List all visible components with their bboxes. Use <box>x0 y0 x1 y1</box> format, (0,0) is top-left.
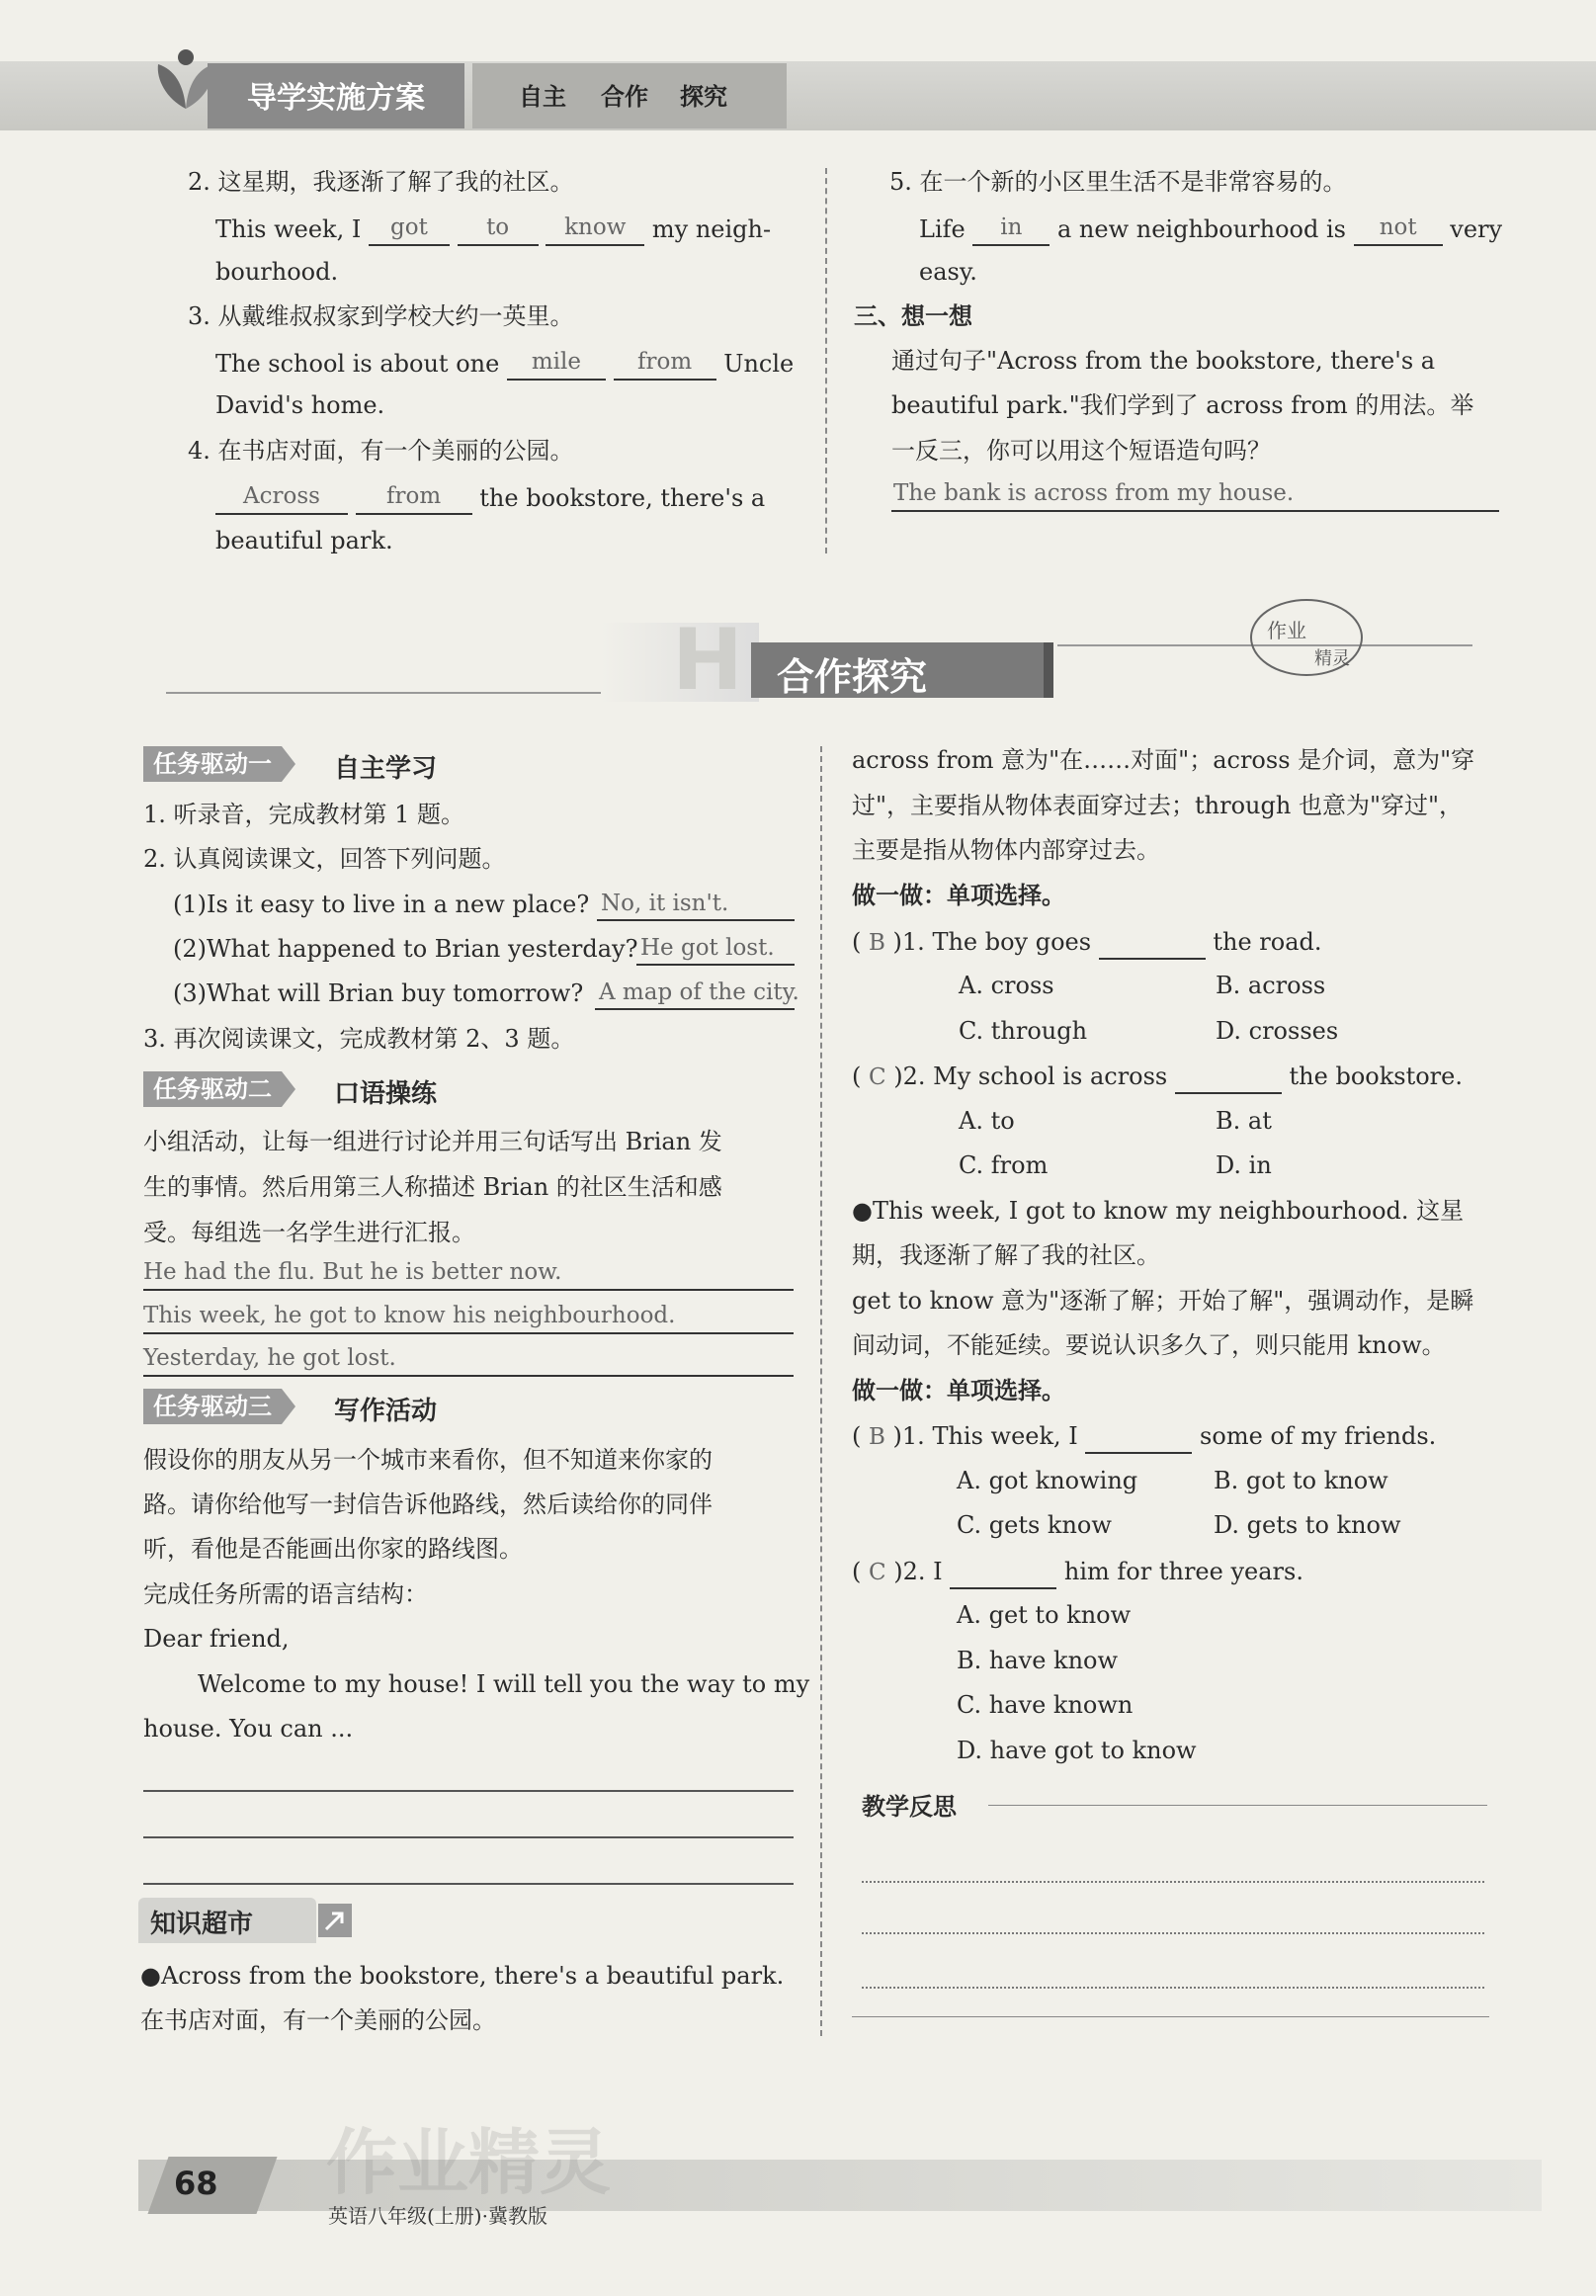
q2-answer-1: got <box>390 214 428 240</box>
header-title: 导学实施方案 <box>247 81 425 116</box>
mc2-option-d: D. in <box>1216 1151 1272 1179</box>
task2-line-1 <box>143 1289 794 1291</box>
task1-a1: No, it isn't. <box>601 891 729 916</box>
think-line-3: 一反三，你可以用这个短语造句吗？ <box>891 437 1271 465</box>
q5-answer-2: not <box>1379 214 1417 240</box>
task2-answer-1: He had the flu. But he is better now. <box>143 1259 562 1285</box>
knowledge-title: 知识超市 <box>150 1910 254 1939</box>
mc3-option-b: B. got to know <box>1214 1467 1388 1494</box>
q2-english: This week, I got to know my neigh- <box>215 210 771 246</box>
mc4-option-b: B. have know <box>957 1647 1119 1674</box>
reflection-line-3 <box>862 1987 1484 1989</box>
header-tab-3: 探究 <box>680 83 727 111</box>
mc1-option-b: B. across <box>1216 972 1326 999</box>
mc4-option-a: A. get to know <box>957 1601 1132 1629</box>
get-to-know-1: get to know 意为"逐渐了解；开始了解"，强调动作，是瞬 <box>852 1287 1474 1315</box>
q5-cont: easy. <box>919 258 977 286</box>
mc3-answer: B <box>869 1424 885 1450</box>
think-title: 三、想一想 <box>854 302 972 330</box>
think-answer: The bank is across from my house. <box>893 480 1295 506</box>
task1-a1-line <box>597 919 795 921</box>
think-line-1: 通过句子"Across from the bookstore, there's a <box>891 347 1436 375</box>
mc3-option-a: A. got knowing <box>957 1467 1138 1494</box>
task1-line-1: 1. 听录音，完成教材第 1 题。 <box>143 801 465 828</box>
task3-p1: 假设你的朋友从另一个城市来看你，但不知道来你家的 <box>143 1446 713 1474</box>
task3-greeting: Dear friend, <box>143 1625 290 1653</box>
task1-tag: 任务驱动一 <box>143 746 282 782</box>
task2-answer-3: Yesterday, he got lost. <box>143 1345 396 1371</box>
q5-english: Life in a new neighbourhood is not very <box>919 210 1502 246</box>
task3-letter-2: house. You can ... <box>143 1715 354 1743</box>
reflection-title: 教学反思 <box>862 1793 957 1821</box>
mc2-option-a: A. to <box>959 1107 1015 1135</box>
mc1-option-c: C. through <box>959 1017 1088 1045</box>
q3-cont: David's home. <box>215 391 385 419</box>
task1-a3-line <box>595 1008 795 1010</box>
task3-letter-1: Welcome to my house! I will tell you the way to my <box>198 1670 810 1698</box>
header-tab-1: 自主 <box>519 83 566 111</box>
q2-answer-3: know <box>564 214 627 240</box>
q2-answer-2: to <box>486 214 510 240</box>
mc2-answer: C <box>869 1064 886 1090</box>
mc2-option-c: C. from <box>959 1151 1049 1179</box>
q5-answer-1: in <box>1000 214 1023 240</box>
task2-line-2 <box>143 1332 794 1334</box>
task2-answer-2: This week, he got to know his neighbourhood. <box>143 1303 676 1328</box>
task2-p1: 小组活动，让每一组进行讨论并用三句话写出 Brian 发 <box>143 1128 722 1155</box>
task1-a2: He got lost. <box>640 935 775 961</box>
knowledge-arrow-icon <box>318 1904 352 1937</box>
mc1-answer: B <box>869 930 885 956</box>
header-tab-2: 合作 <box>601 83 648 111</box>
page-number: 68 <box>174 2165 218 2202</box>
knowledge-translation: 在书店对面，有一个美丽的公园。 <box>140 2006 496 2034</box>
task1-title: 自主学习 <box>334 754 438 784</box>
top-column-divider <box>825 168 827 553</box>
mc2-option-b: B. at <box>1216 1107 1272 1135</box>
task2-p3: 受。每组选一名学生进行汇报。 <box>143 1219 475 1246</box>
task1-line-2: 2. 认真阅读课文，回答下列问题。 <box>143 845 506 873</box>
task2-title: 口语操练 <box>334 1079 438 1109</box>
task1-q1: (1)Is it easy to live in a new place? <box>173 891 590 918</box>
task2-p2: 生的事情。然后用第三人称描述 Brian 的社区生活和感 <box>143 1173 722 1201</box>
banner-title: 合作探究 <box>777 655 928 699</box>
task2-line-3 <box>143 1375 794 1377</box>
across-explain-2: 过"，主要指从物体表面穿过去；through 也意为"穿过"， <box>852 792 1464 819</box>
mc3-option-c: C. gets know <box>957 1511 1112 1539</box>
knowledge-sentence: ●Across from the bookstore, there's a beautiful park. <box>140 1962 785 1990</box>
task3-p2: 路。请你给他写一封信告诉他路线，然后读给你的同伴 <box>143 1490 713 1518</box>
task3-write-line-2 <box>143 1836 794 1838</box>
task1-a2-line <box>636 964 795 966</box>
mc2-stem: ( C )2. My school is across the bookstore. <box>852 1059 1463 1094</box>
banner-line-left <box>166 692 601 694</box>
mc1-stem: ( B )1. The boy goes the road. <box>852 924 1322 960</box>
mc4-option-c: C. have known <box>957 1691 1134 1719</box>
mc1-option-a: A. cross <box>959 972 1054 999</box>
q2-cont: bourhood. <box>215 258 339 286</box>
task1-line-3: 3. 再次阅读课文，完成教材第 2、3 题。 <box>143 1025 575 1053</box>
q4-answer-2: from <box>386 483 442 509</box>
task2-tag: 任务驱动二 <box>143 1071 282 1107</box>
task1-q3: (3)What will Brian buy tomorrow? <box>173 979 584 1007</box>
task3-tag: 任务驱动三 <box>143 1389 282 1424</box>
across-explain-1: across from 意为"在……对面"；across 是介词，意为"穿 <box>852 746 1475 774</box>
q3-english: The school is about one mile from Uncle <box>215 344 794 381</box>
banner-stamp-bottom: 精灵 <box>1314 648 1350 669</box>
practice-1-title: 做一做：单项选择。 <box>852 882 1065 909</box>
mc4-answer: C <box>869 1560 886 1585</box>
q4-answer-1: Across <box>243 483 320 509</box>
q4-cont: beautiful park. <box>215 527 393 554</box>
q3-answer-1: mile <box>531 349 581 375</box>
task3-title: 写作活动 <box>334 1397 438 1426</box>
reflection-line-1 <box>862 1881 1484 1883</box>
reflection-top-line <box>988 1805 1487 1806</box>
task3-p3: 听，看他是否能画出你家的路线图。 <box>143 1535 523 1563</box>
banner-h-letter: H <box>672 611 743 710</box>
q4-chinese: 4. 在书店对面，有一个美丽的公园。 <box>188 437 574 465</box>
task3-write-line-1 <box>143 1790 794 1792</box>
across-explain-3: 主要是指从物体内部穿过去。 <box>852 836 1160 864</box>
reflection-line-2 <box>862 1932 1484 1934</box>
task3-write-line-3 <box>143 1883 794 1885</box>
mc4-stem: ( C )2. I him for three years. <box>852 1554 1303 1589</box>
task3-p4: 完成任务所需的语言结构： <box>143 1580 428 1608</box>
q5-chinese: 5. 在一个新的小区里生活不是非常容易的。 <box>889 168 1347 196</box>
practice-2-title: 做一做：单项选择。 <box>852 1377 1065 1404</box>
watermark: 作业精灵 <box>326 2121 612 2204</box>
mc3-option-d: D. gets to know <box>1214 1511 1401 1539</box>
get-to-know-2: 间动词，不能延续。要说认识多久了，则只能用 know。 <box>852 1331 1446 1359</box>
mc4-option-d: D. have got to know <box>957 1737 1197 1764</box>
mc3-stem: ( B )1. This week, I some of my friends. <box>852 1418 1436 1454</box>
reflection-bottom-line <box>852 2016 1489 2017</box>
task1-a3: A map of the city. <box>599 979 799 1005</box>
main-column-divider <box>820 746 822 2036</box>
footer-book: 英语八年级(上册)·冀教版 <box>328 2204 547 2228</box>
sentence-2-line-1: ●This week, I got to know my neighbourhood. 这星 <box>852 1197 1465 1225</box>
think-line-2: beautiful park."我们学到了 across from 的用法。举 <box>891 391 1474 419</box>
q3-answer-2: from <box>636 349 693 375</box>
banner-stamp-top: 作业 <box>1267 619 1306 642</box>
q2-chinese: 2. 这星期，我逐渐了解了我的社区。 <box>188 168 574 196</box>
q3-chinese: 3. 从戴维叔叔家到学校大约一英里。 <box>188 302 574 330</box>
mc1-option-d: D. crosses <box>1216 1017 1339 1045</box>
task1-q2: (2)What happened to Brian yesterday? <box>173 935 638 963</box>
sentence-2-line-2: 期，我逐渐了解了我的社区。 <box>852 1241 1160 1269</box>
q4-english: Across from the bookstore, there's a <box>215 478 765 515</box>
think-answer-line <box>891 510 1499 512</box>
